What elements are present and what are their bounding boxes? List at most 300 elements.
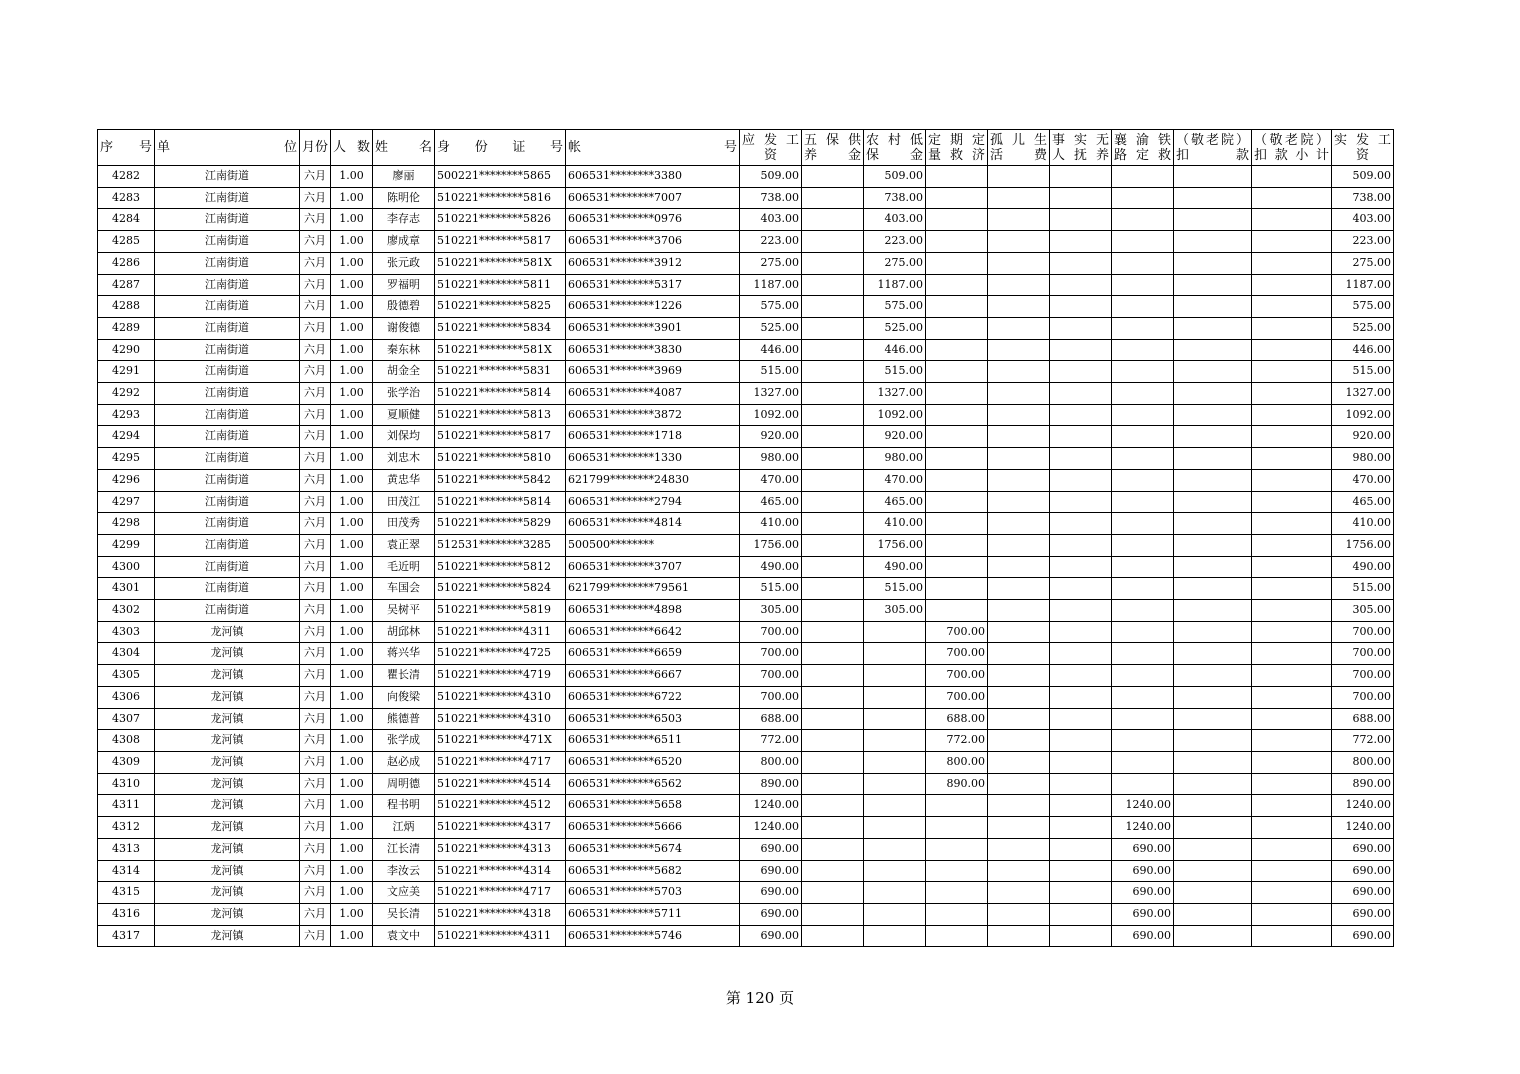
id-number-cell: 510221********5810	[435, 448, 566, 470]
row-number: 4306	[98, 686, 155, 708]
name-cell: 瞿长清	[373, 665, 435, 687]
rural-subsidy-cell	[864, 817, 926, 839]
five-guarantee-cell	[802, 795, 864, 817]
account-cell: 500500********	[566, 534, 740, 556]
table-row	[98, 252, 1394, 274]
name-cell: 李汝云	[373, 860, 435, 882]
regular-relief-cell	[926, 448, 988, 470]
name-cell: 车国会	[373, 578, 435, 600]
unit-cell: 江南街道	[155, 361, 300, 383]
unit-cell: 江南街道	[155, 317, 300, 339]
month-cell: 六月	[300, 600, 331, 622]
railway-relief-cell	[1112, 665, 1174, 687]
nursing-deduction-cell	[1174, 838, 1252, 860]
five-guarantee-cell	[802, 817, 864, 839]
nursing-deduction-cell	[1174, 383, 1252, 405]
name-cell: 文应美	[373, 882, 435, 904]
column-header	[1112, 130, 1174, 166]
five-guarantee-cell	[802, 187, 864, 209]
account-cell: 606531********6562	[566, 773, 740, 795]
regular-relief-cell	[926, 361, 988, 383]
column-header	[1332, 130, 1394, 166]
net-pay-cell: 688.00	[1332, 708, 1394, 730]
regular-relief-cell	[926, 513, 988, 535]
unit-cell: 龙河镇	[155, 903, 300, 925]
unit-cell: 龙河镇	[155, 751, 300, 773]
account-cell: 606531********3969	[566, 361, 740, 383]
deduction-subtotal-cell	[1252, 361, 1332, 383]
deduction-subtotal-cell	[1252, 274, 1332, 296]
row-number: 4284	[98, 209, 155, 231]
railway-relief-cell	[1112, 556, 1174, 578]
deduction-subtotal-cell	[1252, 252, 1332, 274]
regular-relief-cell: 700.00	[926, 686, 988, 708]
orphan-allowance-cell	[988, 491, 1050, 513]
id-number-cell: 510221********5816	[435, 187, 566, 209]
rural-subsidy-cell: 575.00	[864, 296, 926, 318]
deduction-subtotal-cell	[1252, 730, 1332, 752]
table-row	[98, 795, 1394, 817]
orphan-allowance-cell	[988, 773, 1050, 795]
orphan-allowance-cell	[988, 708, 1050, 730]
nursing-deduction-cell	[1174, 187, 1252, 209]
gross-pay-cell: 690.00	[740, 860, 802, 882]
orphan-allowance-cell	[988, 665, 1050, 687]
nursing-deduction-cell	[1174, 600, 1252, 622]
month-cell: 六月	[300, 513, 331, 535]
column-header-line2: 资	[1356, 147, 1370, 163]
column-header	[331, 130, 373, 166]
unsupported-child-cell	[1050, 903, 1112, 925]
column-header-line1: 应 发 工	[742, 132, 800, 148]
orphan-allowance-cell	[988, 209, 1050, 231]
count-cell: 1.00	[331, 860, 373, 882]
unit-cell: 龙河镇	[155, 838, 300, 860]
account-cell: 606531********3380	[566, 166, 740, 188]
count-cell: 1.00	[331, 187, 373, 209]
unsupported-child-cell	[1050, 838, 1112, 860]
unit-cell: 江南街道	[155, 578, 300, 600]
table-row	[98, 491, 1394, 513]
regular-relief-cell	[926, 469, 988, 491]
table-row	[98, 469, 1394, 491]
row-number: 4315	[98, 882, 155, 904]
unsupported-child-cell	[1050, 751, 1112, 773]
net-pay-cell: 509.00	[1332, 166, 1394, 188]
name-cell: 周明德	[373, 773, 435, 795]
unit-cell: 江南街道	[155, 209, 300, 231]
gross-pay-cell: 1327.00	[740, 383, 802, 405]
month-cell: 六月	[300, 296, 331, 318]
column-header-line2: 资	[764, 147, 778, 163]
unit-cell: 江南街道	[155, 426, 300, 448]
name-cell: 殷德碧	[373, 296, 435, 318]
regular-relief-cell	[926, 795, 988, 817]
count-cell: 1.00	[331, 491, 373, 513]
nursing-deduction-cell	[1174, 513, 1252, 535]
net-pay-cell: 1240.00	[1332, 795, 1394, 817]
five-guarantee-cell	[802, 209, 864, 231]
row-number: 4302	[98, 600, 155, 622]
account-cell: 606531********3707	[566, 556, 740, 578]
id-number-cell: 510221********5811	[435, 274, 566, 296]
name-cell: 熊德普	[373, 708, 435, 730]
unit-cell: 龙河镇	[155, 860, 300, 882]
rural-subsidy-cell	[864, 665, 926, 687]
unsupported-child-cell	[1050, 166, 1112, 188]
id-number-cell: 510221********581X	[435, 339, 566, 361]
deduction-subtotal-cell	[1252, 166, 1332, 188]
rural-subsidy-cell: 410.00	[864, 513, 926, 535]
gross-pay-cell: 525.00	[740, 317, 802, 339]
unsupported-child-cell	[1050, 730, 1112, 752]
regular-relief-cell	[926, 838, 988, 860]
name-cell: 谢俊德	[373, 317, 435, 339]
table-row	[98, 383, 1394, 405]
unit-cell: 江南街道	[155, 469, 300, 491]
count-cell: 1.00	[331, 448, 373, 470]
gross-pay-cell: 700.00	[740, 643, 802, 665]
unit-cell: 龙河镇	[155, 643, 300, 665]
unit-cell: 龙河镇	[155, 817, 300, 839]
account-cell: 606531********1226	[566, 296, 740, 318]
column-header-line1: （敬老院）	[1176, 132, 1250, 148]
name-cell: 程书明	[373, 795, 435, 817]
id-number-cell: 510221********5814	[435, 491, 566, 513]
column-header-line2: 路 定 救	[1114, 147, 1172, 163]
rural-subsidy-cell	[864, 708, 926, 730]
account-cell: 606531********5711	[566, 903, 740, 925]
nursing-deduction-cell	[1174, 296, 1252, 318]
table-row	[98, 448, 1394, 470]
gross-pay-cell: 223.00	[740, 231, 802, 253]
orphan-allowance-cell	[988, 513, 1050, 535]
unsupported-child-cell	[1050, 513, 1112, 535]
table-row	[98, 361, 1394, 383]
net-pay-cell: 275.00	[1332, 252, 1394, 274]
net-pay-cell: 515.00	[1332, 361, 1394, 383]
orphan-allowance-cell	[988, 187, 1050, 209]
column-header-line1: 五 保 供	[804, 132, 862, 148]
nursing-deduction-cell	[1174, 795, 1252, 817]
rural-subsidy-cell: 1187.00	[864, 274, 926, 296]
net-pay-cell: 738.00	[1332, 187, 1394, 209]
row-number: 4295	[98, 448, 155, 470]
railway-relief-cell	[1112, 600, 1174, 622]
unit-cell: 江南街道	[155, 556, 300, 578]
five-guarantee-cell	[802, 339, 864, 361]
regular-relief-cell: 700.00	[926, 665, 988, 687]
id-number-cell: 510221********4514	[435, 773, 566, 795]
railway-relief-cell: 690.00	[1112, 925, 1174, 947]
name-cell: 田茂秀	[373, 513, 435, 535]
unsupported-child-cell	[1050, 686, 1112, 708]
gross-pay-cell: 700.00	[740, 621, 802, 643]
gross-pay-cell: 446.00	[740, 339, 802, 361]
net-pay-cell: 1187.00	[1332, 274, 1394, 296]
id-number-cell: 510221********5817	[435, 426, 566, 448]
five-guarantee-cell	[802, 643, 864, 665]
count-cell: 1.00	[331, 231, 373, 253]
railway-relief-cell	[1112, 339, 1174, 361]
name-cell: 向俊梁	[373, 686, 435, 708]
regular-relief-cell	[926, 209, 988, 231]
month-cell: 六月	[300, 252, 331, 274]
gross-pay-cell: 1092.00	[740, 404, 802, 426]
railway-relief-cell	[1112, 404, 1174, 426]
deduction-subtotal-cell	[1252, 491, 1332, 513]
regular-relief-cell	[926, 252, 988, 274]
count-cell: 1.00	[331, 795, 373, 817]
count-cell: 1.00	[331, 556, 373, 578]
id-number-cell: 510221********4310	[435, 708, 566, 730]
unsupported-child-cell	[1050, 187, 1112, 209]
account-cell: 606531********3872	[566, 404, 740, 426]
id-number-cell: 510221********4310	[435, 686, 566, 708]
five-guarantee-cell	[802, 361, 864, 383]
account-cell: 606531********5746	[566, 925, 740, 947]
rural-subsidy-cell: 223.00	[864, 231, 926, 253]
count-cell: 1.00	[331, 166, 373, 188]
railway-relief-cell	[1112, 252, 1174, 274]
name-cell: 李存志	[373, 209, 435, 231]
railway-relief-cell: 690.00	[1112, 903, 1174, 925]
regular-relief-cell: 890.00	[926, 773, 988, 795]
nursing-deduction-cell	[1174, 274, 1252, 296]
nursing-deduction-cell	[1174, 491, 1252, 513]
table-row	[98, 274, 1394, 296]
railway-relief-cell	[1112, 383, 1174, 405]
month-cell: 六月	[300, 404, 331, 426]
id-number-cell: 510221********5825	[435, 296, 566, 318]
unsupported-child-cell	[1050, 426, 1112, 448]
month-cell: 六月	[300, 925, 331, 947]
five-guarantee-cell	[802, 317, 864, 339]
rural-subsidy-cell: 446.00	[864, 339, 926, 361]
orphan-allowance-cell	[988, 404, 1050, 426]
railway-relief-cell	[1112, 708, 1174, 730]
orphan-allowance-cell	[988, 838, 1050, 860]
deduction-subtotal-cell	[1252, 751, 1332, 773]
unsupported-child-cell	[1050, 773, 1112, 795]
unsupported-child-cell	[1050, 274, 1112, 296]
five-guarantee-cell	[802, 491, 864, 513]
railway-relief-cell	[1112, 274, 1174, 296]
five-guarantee-cell	[802, 665, 864, 687]
count-cell: 1.00	[331, 209, 373, 231]
unit-cell: 龙河镇	[155, 621, 300, 643]
month-cell: 六月	[300, 665, 331, 687]
name-cell: 袁文中	[373, 925, 435, 947]
deduction-subtotal-cell	[1252, 317, 1332, 339]
gross-pay-cell: 305.00	[740, 600, 802, 622]
count-cell: 1.00	[331, 534, 373, 556]
regular-relief-cell	[926, 426, 988, 448]
account-cell: 606531********3706	[566, 231, 740, 253]
column-header	[926, 130, 988, 166]
table-row	[98, 166, 1394, 188]
net-pay-cell: 700.00	[1332, 621, 1394, 643]
unsupported-child-cell	[1050, 600, 1112, 622]
regular-relief-cell	[926, 317, 988, 339]
name-cell: 刘保均	[373, 426, 435, 448]
count-cell: 1.00	[331, 296, 373, 318]
row-number: 4313	[98, 838, 155, 860]
five-guarantee-cell	[802, 426, 864, 448]
nursing-deduction-cell	[1174, 209, 1252, 231]
name-cell: 张元政	[373, 252, 435, 274]
net-pay-cell: 690.00	[1332, 838, 1394, 860]
account-cell: 606531********1718	[566, 426, 740, 448]
row-number: 4300	[98, 556, 155, 578]
unsupported-child-cell	[1050, 491, 1112, 513]
id-number-cell: 510221********5814	[435, 383, 566, 405]
month-cell: 六月	[300, 231, 331, 253]
regular-relief-cell: 700.00	[926, 643, 988, 665]
nursing-deduction-cell	[1174, 469, 1252, 491]
account-cell: 606531********4898	[566, 600, 740, 622]
railway-relief-cell	[1112, 448, 1174, 470]
gross-pay-cell: 690.00	[740, 882, 802, 904]
table-row	[98, 925, 1394, 947]
table-row	[98, 209, 1394, 231]
deduction-subtotal-cell	[1252, 296, 1332, 318]
gross-pay-cell: 1240.00	[740, 817, 802, 839]
unsupported-child-cell	[1050, 469, 1112, 491]
column-header	[740, 130, 802, 166]
net-pay-cell: 690.00	[1332, 925, 1394, 947]
rural-subsidy-cell	[864, 882, 926, 904]
deduction-subtotal-cell	[1252, 925, 1332, 947]
nursing-deduction-cell	[1174, 578, 1252, 600]
deduction-subtotal-cell	[1252, 882, 1332, 904]
unit-cell: 江南街道	[155, 231, 300, 253]
count-cell: 1.00	[331, 838, 373, 860]
five-guarantee-cell	[802, 404, 864, 426]
column-header-line1: 姓 名	[375, 140, 433, 155]
id-number-cell: 510221********4717	[435, 882, 566, 904]
deduction-subtotal-cell	[1252, 426, 1332, 448]
net-pay-cell: 1756.00	[1332, 534, 1394, 556]
name-cell: 江长清	[373, 838, 435, 860]
railway-relief-cell	[1112, 751, 1174, 773]
unit-cell: 龙河镇	[155, 925, 300, 947]
gross-pay-cell: 403.00	[740, 209, 802, 231]
column-header-line2: 养 金	[804, 147, 862, 163]
nursing-deduction-cell	[1174, 339, 1252, 361]
nursing-deduction-cell	[1174, 361, 1252, 383]
five-guarantee-cell	[802, 513, 864, 535]
page-number: 第 120 页	[725, 989, 795, 1007]
name-cell: 廖丽	[373, 166, 435, 188]
five-guarantee-cell	[802, 860, 864, 882]
net-pay-cell: 470.00	[1332, 469, 1394, 491]
net-pay-cell: 446.00	[1332, 339, 1394, 361]
five-guarantee-cell	[802, 383, 864, 405]
account-cell: 606531********1330	[566, 448, 740, 470]
table-row	[98, 686, 1394, 708]
account-cell: 606531********5682	[566, 860, 740, 882]
rural-subsidy-cell: 465.00	[864, 491, 926, 513]
orphan-allowance-cell	[988, 621, 1050, 643]
regular-relief-cell	[926, 166, 988, 188]
id-number-cell: 510221********4311	[435, 925, 566, 947]
unsupported-child-cell	[1050, 252, 1112, 274]
table-row	[98, 578, 1394, 600]
deduction-subtotal-cell	[1252, 404, 1332, 426]
month-cell: 六月	[300, 491, 331, 513]
name-cell: 江炳	[373, 817, 435, 839]
column-header-line1: 定 期 定	[928, 132, 986, 148]
count-cell: 1.00	[331, 383, 373, 405]
count-cell: 1.00	[331, 600, 373, 622]
row-number: 4282	[98, 166, 155, 188]
id-number-cell: 510221********5829	[435, 513, 566, 535]
id-number-cell: 510221********5834	[435, 317, 566, 339]
orphan-allowance-cell	[988, 751, 1050, 773]
rural-subsidy-cell: 509.00	[864, 166, 926, 188]
orphan-allowance-cell	[988, 600, 1050, 622]
account-cell: 606531********6503	[566, 708, 740, 730]
account-cell: 606531********7007	[566, 187, 740, 209]
month-cell: 六月	[300, 317, 331, 339]
regular-relief-cell: 772.00	[926, 730, 988, 752]
rural-subsidy-cell	[864, 838, 926, 860]
column-header	[373, 130, 435, 166]
regular-relief-cell: 800.00	[926, 751, 988, 773]
column-header-line1: 事 实 无	[1052, 132, 1110, 148]
railway-relief-cell	[1112, 513, 1174, 535]
net-pay-cell: 490.00	[1332, 556, 1394, 578]
id-number-cell: 510221********581X	[435, 252, 566, 274]
nursing-deduction-cell	[1174, 166, 1252, 188]
regular-relief-cell	[926, 231, 988, 253]
rural-subsidy-cell	[864, 751, 926, 773]
row-number: 4311	[98, 795, 155, 817]
name-cell: 秦东林	[373, 339, 435, 361]
count-cell: 1.00	[331, 686, 373, 708]
column-header-line2: 保 金	[866, 147, 924, 163]
month-cell: 六月	[300, 361, 331, 383]
gross-pay-cell: 465.00	[740, 491, 802, 513]
deduction-subtotal-cell	[1252, 534, 1332, 556]
unsupported-child-cell	[1050, 209, 1112, 231]
rural-subsidy-cell	[864, 860, 926, 882]
row-number: 4317	[98, 925, 155, 947]
count-cell: 1.00	[331, 817, 373, 839]
rural-subsidy-cell: 515.00	[864, 578, 926, 600]
name-cell: 张学成	[373, 730, 435, 752]
orphan-allowance-cell	[988, 860, 1050, 882]
table-row	[98, 773, 1394, 795]
regular-relief-cell	[926, 491, 988, 513]
deduction-subtotal-cell	[1252, 903, 1332, 925]
five-guarantee-cell	[802, 773, 864, 795]
id-number-cell: 510221********4311	[435, 621, 566, 643]
column-header	[1050, 130, 1112, 166]
deduction-subtotal-cell	[1252, 339, 1332, 361]
unsupported-child-cell	[1050, 795, 1112, 817]
table-row	[98, 860, 1394, 882]
month-cell: 六月	[300, 730, 331, 752]
account-cell: 606531********3830	[566, 339, 740, 361]
railway-relief-cell	[1112, 296, 1174, 318]
regular-relief-cell	[926, 339, 988, 361]
name-cell: 吴树平	[373, 600, 435, 622]
regular-relief-cell	[926, 860, 988, 882]
month-cell: 六月	[300, 383, 331, 405]
orphan-allowance-cell	[988, 903, 1050, 925]
